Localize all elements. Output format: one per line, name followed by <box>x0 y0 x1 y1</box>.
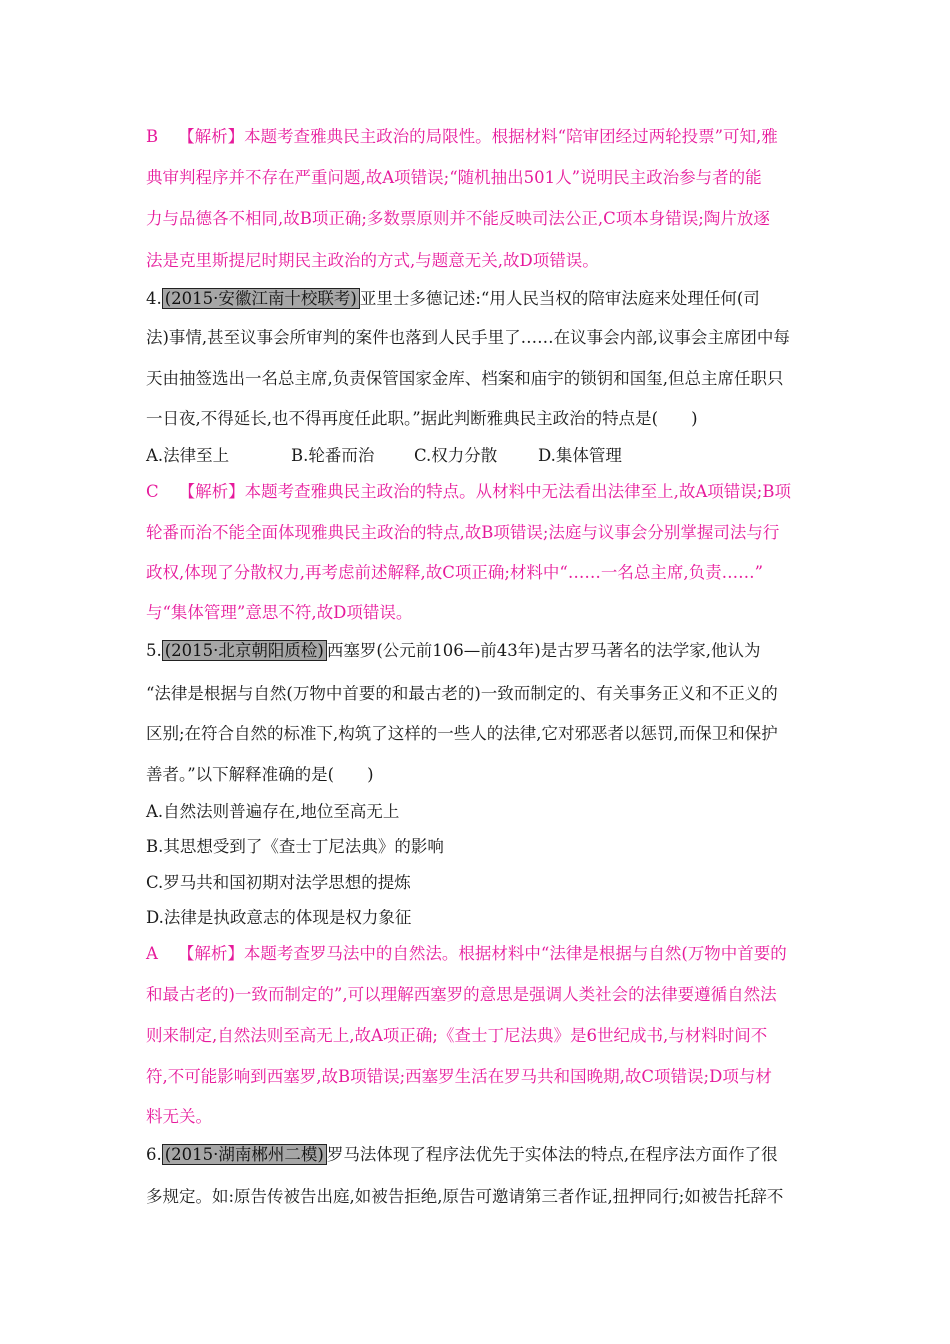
q4-answer: C <box>146 482 159 501</box>
q3-answer: B <box>146 127 159 146</box>
q4-source-tag: (2015·安徽江南十校联考) <box>162 288 360 309</box>
q6-stem-line: 6. (2015·湖南郴州二模) 罗马法体现了程序法优先于实体法的特点,在程序法方面作了很 <box>146 1145 778 1164</box>
q4-stem-line: 一日夜,不得延长,也不得再度任此职。”据此判断雅典民主政治的特点是( ) <box>146 409 698 428</box>
q5-analysis-line: 则来制定,自然法则至高无上,故A项正确;《查士丁尼法典》是6世纪成书,与材料时间不 <box>146 1026 768 1045</box>
q4-option-b: B.轮番而治 <box>291 446 375 465</box>
q5-option-b: B.其思想受到了《查士丁尼法典》的影响 <box>146 837 444 856</box>
q3-analysis-line: 典审判程序并不存在严重问题,故A项错误;“随机抽出501人”说明民主政治参与者的能 <box>146 168 762 187</box>
q5-option-a: A.自然法则普遍存在,地位至高无上 <box>146 802 400 821</box>
q5-source-tag: (2015·北京朝阳质检) <box>162 640 327 661</box>
q5-stem-line: “法律是根据与自然(万物中首要的和最古老的)一致而制定的、有关事务正义和不正义的 <box>146 684 778 703</box>
q4-analysis-line: 政权,体现了分散权力,再考虑前述解释,故C项正确;材料中“……一名总主席,负责……” <box>146 563 764 582</box>
q5-analysis-line: 料无关。 <box>146 1107 212 1126</box>
q4-stem-line: 法)事情,甚至议事会所审判的案件也落到人民手里了……在议事会内部,议事会主席团中每 <box>146 328 790 347</box>
q5-answer: A <box>146 944 158 963</box>
q4-analysis-line: 轮番而治不能全面体现雅典民主政治的特点,故B项错误;法庭与议事会分别掌握司法与行 <box>146 523 780 542</box>
q4-analysis-line: 与“集体管理”意思不符,故D项错误。 <box>146 603 413 622</box>
q4-stem-line: 4. (2015·安徽江南十校联考) 亚里士多德记述:“用人民当权的陪审法庭来处理任何(司 <box>146 289 760 308</box>
q3-analysis-line: 法是克里斯提尼时期民主政治的方式,与题意无关,故D项错误。 <box>146 251 599 270</box>
q6-number: 6. <box>146 1145 162 1164</box>
q4-option-a: A.法律至上 <box>146 446 230 465</box>
q5-option-c: C.罗马共和国初期对法学思想的提炼 <box>146 873 411 892</box>
q3-analysis-line: B 【解析】本题考查雅典民主政治的局限性。根据材料“陪审团经过两轮投票”可知,雅 <box>146 127 778 146</box>
q4-option-c: C.权力分散 <box>414 446 498 465</box>
q6-source-tag: (2015·湖南郴州二模) <box>162 1144 327 1165</box>
q5-stem-line: 区别;在符合自然的标准下,构筑了这样的一些人的法律,它对邪恶者以惩罚,而保卫和保护 <box>146 724 778 743</box>
q5-number: 5. <box>146 641 162 660</box>
q4-option-d: D.集体管理 <box>538 446 622 465</box>
q5-analysis-line: 和最古老的)一致而制定的”,可以理解西塞罗的意思是强调人类社会的法律要遵循自然法 <box>146 985 777 1004</box>
q5-stem-line: 5. (2015·北京朝阳质检) 西塞罗(公元前106—前43年)是古罗马著名的法学家,他认为 <box>146 641 761 660</box>
q4-number: 4. <box>146 289 162 308</box>
q4-stem-line: 天由抽签选出一名总主席,负责保管国家金库、档案和庙宇的锁钥和国玺,但总主席任职只 <box>146 369 784 388</box>
q4-analysis-line: C 【解析】本题考查雅典民主政治的特点。从材料中无法看出法律至上,故A项错误;B项 <box>146 482 791 501</box>
q3-analysis-line: 力与品德各不相同,故B项正确;多数票原则并不能反映司法公正,C项本身错误;陶片放逐 <box>146 209 770 228</box>
q4-options <box>146 445 826 467</box>
q5-option-d: D.法律是执政意志的体现是权力象征 <box>146 908 412 927</box>
q6-stem-line: 多规定。如:原告传被告出庭,如被告拒绝,原告可邀请第三者作证,扭押同行;如被告托辞不 <box>146 1187 784 1206</box>
q5-analysis-line: 符,不可能影响到西塞罗,故B项错误;西塞罗生活在罗马共和国晚期,故C项错误;D项与材 <box>146 1067 772 1086</box>
q5-stem-line: 善者。”以下解释准确的是( ) <box>146 765 374 784</box>
q5-analysis-line: A 【解析】本题考查罗马法中的自然法。根据材料中“法律是根据与自然(万物中首要的 <box>146 944 787 963</box>
